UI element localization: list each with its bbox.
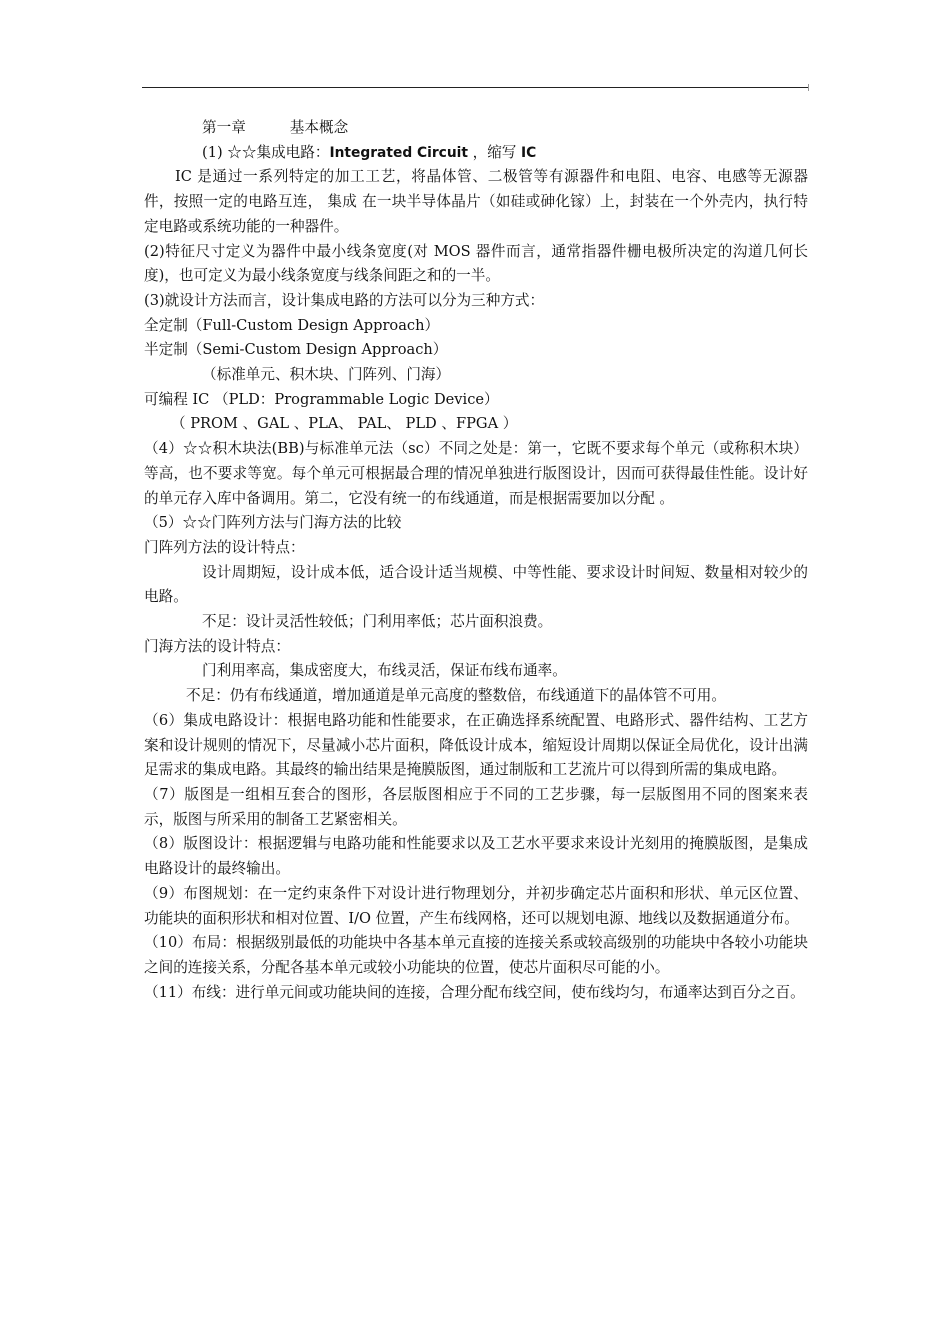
- item3-programmable: 可编程 IC （PLD：Programmable Logic Device）: [144, 390, 499, 408]
- item4-paragraph: （4）☆☆积木块法(BB)与标准单元法（sc）不同之处是：第一，它既不要求每个单元（或称积木块）等高，也不要求等宽。每个单元可根据最合理的情况单独进行版图设计，因而可获得最佳性能。设计好的单元存入库中备调用。第二，它没有统一的布线通道，而是根据需要加以分配 。: [144, 440, 808, 507]
- item10-paragraph: （10）布局：根据级别最低的功能块中各基本单元直接的连接关系或较高级别的功能块中各较小功能块之间的连接关系，分配各基本单元或较小功能块的位置，使芯片面积尽可能的小。: [144, 934, 808, 976]
- item3-semi-custom-types: （标准单元、积木块、门阵列、门海）: [202, 366, 451, 384]
- item3-semi-custom: 半定制（Semi-Custom Design Approach）: [144, 341, 448, 359]
- sea-of-gates-cons: 不足：仍有布线通道，增加通道是单元高度的整数倍，布线通道下的晶体管不可用。: [186, 687, 726, 705]
- item9-paragraph: （9）布图规划：在一定约束条件下对设计进行物理划分，并初步确定芯片面积和形状、单元区位置、功能块的面积形状和相对位置、I/O 位置，产生布线网格，还可以规划电源、地线以及数据通道分布。: [144, 884, 808, 927]
- sea-of-gates-heading: 门海方法的设计特点：: [144, 637, 290, 655]
- item3-programmable-types: （ PROM 、GAL 、PLA、 PAL、 PLD 、FPGA ）: [171, 415, 518, 433]
- item3-intro: (3)就设计方法而言，设计集成电路的方法可以分为三种方式：: [144, 291, 545, 309]
- sea-of-gates-pros: 门利用率高，集成密度大，布线灵活，保证布线布通率。: [202, 662, 567, 680]
- chapter-title: 基本概念: [289, 119, 349, 136]
- item6-paragraph: （6）集成电路设计：根据电路功能和性能要求，在正确选择系统配置、电路形式、器件结构、工艺方案和设计规则的情况下，尽量减小芯片面积，降低设计成本，缩短设计周期以保证全局优化，设计出满足需求的集成电路。其最终的输出结果是掩膜版图，通过制版和工艺流片可以得到所需的集成电路。: [144, 711, 808, 779]
- item5-heading: （5）☆☆门阵列方法与门海方法的比较: [144, 514, 402, 532]
- document-body: [144, 116, 808, 1005]
- item1-english-term: Integrated Circuit: [329, 144, 468, 161]
- gate-array-heading: 门阵列方法的设计特点：: [144, 538, 305, 556]
- item2-paragraph: (2)特征尺寸定义为器件中最小线条宽度(对 MOS 器件而言，通常指器件栅电极所决定的沟道几何长度)，也可定义为最小线条宽度与线条间距之和的一半。: [144, 242, 808, 285]
- item8-paragraph: （8）版图设计：根据逻辑与电路功能和性能要求以及工艺水平要求来设计光刻用的掩膜版图，是集成电路设计的最终输出。: [144, 835, 808, 878]
- gate-array-pros: 设计周期短，设计成本低，适合设计适当规模、中等性能、要求设计时间短、数量相对较少的电路。: [144, 563, 808, 606]
- item1-abbr: IC: [521, 144, 537, 161]
- header-rule-tick: [808, 84, 809, 91]
- header-rule: [142, 87, 808, 88]
- item7-paragraph: （7）版图是一组相互套合的图形，各层版图相应于不同的工艺步骤，每一层版图用不同的图案来表示，版图与所采用的制备工艺紧密相关。: [144, 785, 808, 828]
- chapter-number: 第一章: [202, 119, 246, 136]
- item3-full-custom: 全定制（Full-Custom Design Approach）: [144, 316, 440, 334]
- gate-array-cons: 不足：设计灵活性较低；门利用率低；芯片面积浪费。: [202, 613, 553, 631]
- item11-paragraph: （11）布线：进行单元间或功能块间的连接，合理分配布线空间，使布线均匀，布通率达到百分之百。: [144, 983, 805, 1001]
- chapter-heading: [144, 116, 808, 141]
- item1-heading: (1) ☆☆集成电路：Integrated Circuit ，缩写 IC: [202, 143, 537, 161]
- item1-body: IC 是通过一系列特定的加工工艺，将晶体管、二极管等有源器件和电阻、电容、电感等无源器件，按照一定的电路互连， 集成 在一块半导体晶片（如硅或砷化镓）上，封装在一个外壳内，执行特定电路或系统功能的一种器件。: [144, 168, 808, 235]
